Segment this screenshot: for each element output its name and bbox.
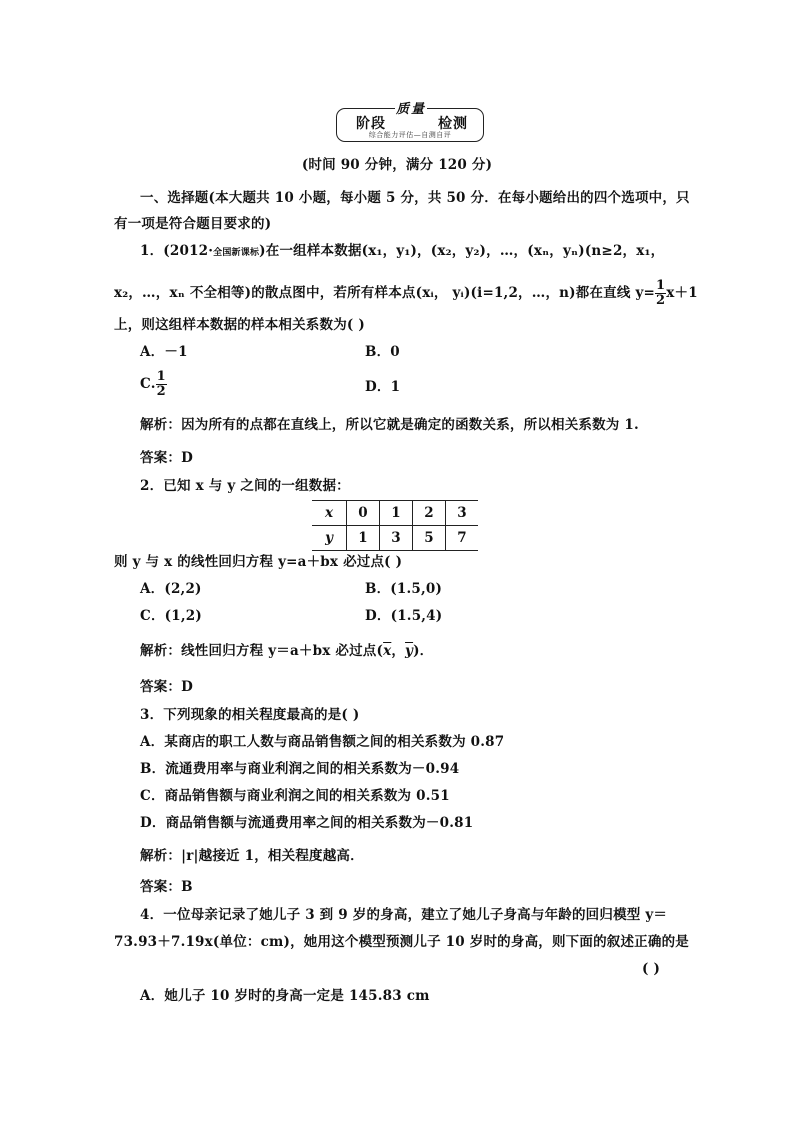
q1-option-a: A．－1 xyxy=(140,344,188,360)
q1-option-c xyxy=(140,370,167,399)
q2-xbar: $\overline{x}$ xyxy=(383,643,392,659)
table-cell: 7 xyxy=(446,526,479,551)
q3-option-a: A．某商店的职工人数与商品销售额之间的相关系数为 0.87 xyxy=(140,734,505,750)
q1-option-d: D．1 xyxy=(365,379,401,395)
time-info: (时间 90 分钟，满分 120 分) xyxy=(301,157,493,173)
badge-left-text: 阶段 xyxy=(356,116,386,132)
q2-stem: 2．已知 x 与 y 之间的一组数据： xyxy=(140,478,350,494)
table-cell: x xyxy=(312,501,347,526)
q1-frac-num: 1 xyxy=(656,278,666,293)
q1-line1-text: )在一组样本数据(x₁，y₁)，(x₂，y₂)，…，(xₙ，yₙ)(n≥2，x₁， xyxy=(259,243,665,259)
q4-option-a: A．她儿子 10 岁时的身高一定是 145.83 cm xyxy=(140,988,430,1004)
q2-analysis-text: 解析：线性回归方程 y＝a＋bx 必过点( xyxy=(140,643,384,659)
table-row xyxy=(312,526,478,551)
table-cell: 1 xyxy=(347,526,380,551)
q4-line2: 73.93＋7.19x(单位：cm)，她用这个模型预测儿子 10 岁时的身高，则下面的叙述正确的是 xyxy=(114,934,689,950)
q1-prefix: 1．(2012· xyxy=(140,243,214,259)
q3-answer: 答案：B xyxy=(140,879,193,895)
table-cell: 5 xyxy=(413,526,446,551)
q1-frac-den: 2 xyxy=(656,293,666,308)
table-cell: 1 xyxy=(380,501,413,526)
q2-data-table xyxy=(312,500,478,551)
q4-paren: ( ) xyxy=(642,961,661,977)
table-cell: 3 xyxy=(380,526,413,551)
q4-line1: 4．一位母亲记录了她儿子 3 到 9 岁的身高，建立了她儿子身高与年龄的回归模型 y＝ xyxy=(140,907,668,923)
q2-answer: 答案：D xyxy=(140,679,194,695)
table-cell: 3 xyxy=(446,501,479,526)
q1-option-b: B．0 xyxy=(365,344,400,360)
q2-option-b: B．(1.5,0) xyxy=(365,581,443,597)
q3-stem: 3．下列现象的相关程度最高的是( ) xyxy=(140,707,360,723)
q2-option-d: D．(1.5,4) xyxy=(365,608,443,624)
q2-line2: 则 y 与 x 的线性回归方程 y=a＋bx 必过点( ) xyxy=(114,554,403,570)
q1-source: 全国新课标 xyxy=(213,248,260,258)
q1-line1 xyxy=(140,242,664,262)
section-instruction-line1: 一、选择题(本大题共 10 小题，每小题 5 分，共 50 分．在每小题给出的四个选项中，只 xyxy=(140,190,690,206)
q1-c-frac-num: 1 xyxy=(156,369,166,384)
badge-top-text: 质量 xyxy=(395,98,427,117)
badge-subtitle: 综合能力评估—自测自评 xyxy=(368,131,452,139)
section-instruction-line2: 有一项是符合题目要求的) xyxy=(114,216,272,232)
q1-fraction xyxy=(655,279,666,308)
q2-option-c: C．(1,2) xyxy=(140,608,202,624)
q1-option-c-fraction xyxy=(156,370,167,399)
q3-option-b: B．流通费用率与商业利润之间的相关系数为－0.94 xyxy=(140,761,460,777)
q3-option-d: D．商品销售额与流通费用率之间的相关系数为－0.81 xyxy=(140,815,474,831)
q2-analysis: 解析：线性回归方程 y＝a＋bx 必过点($\overline{x}$，$\overline{y}$)． xyxy=(140,643,434,659)
table-cell: 2 xyxy=(413,501,446,526)
q3-analysis: 解析：|r|越接近 1，相关程度越高． xyxy=(140,848,364,864)
table-row xyxy=(312,501,478,526)
q1-c-frac-den: 2 xyxy=(156,384,166,399)
q1-option-c-label: C. xyxy=(140,376,156,392)
q3-option-c: C．商品销售额与商业利润之间的相关系数为 0.51 xyxy=(140,788,450,804)
q2-option-a: A．(2,2) xyxy=(140,581,202,597)
q1-line2-text: x₂，…，xₙ 不全相等)的散点图中，若所有样本点(xᵢ， yᵢ)(i=1,2，…，n)都在直线 y= xyxy=(114,285,656,301)
q1-line2 xyxy=(114,279,698,308)
badge-right-text: 检测 xyxy=(438,116,468,132)
q1-line3: 上，则这组样本数据的样本相关系数为( ) xyxy=(114,317,365,333)
section-badge xyxy=(336,104,484,142)
q2-ybar: $\overline{y}$ xyxy=(405,643,414,659)
q2-analysis-tail: )． xyxy=(413,643,434,659)
table-cell: y xyxy=(312,526,347,551)
q1-analysis: 解析：因为所有的点都在直线上，所以它就是确定的函数关系，所以相关系数为 1. xyxy=(140,417,639,433)
table-cell: 0 xyxy=(347,501,380,526)
q1-answer: 答案：D xyxy=(140,450,194,466)
q1-line2-tail: x＋1 xyxy=(666,285,698,301)
